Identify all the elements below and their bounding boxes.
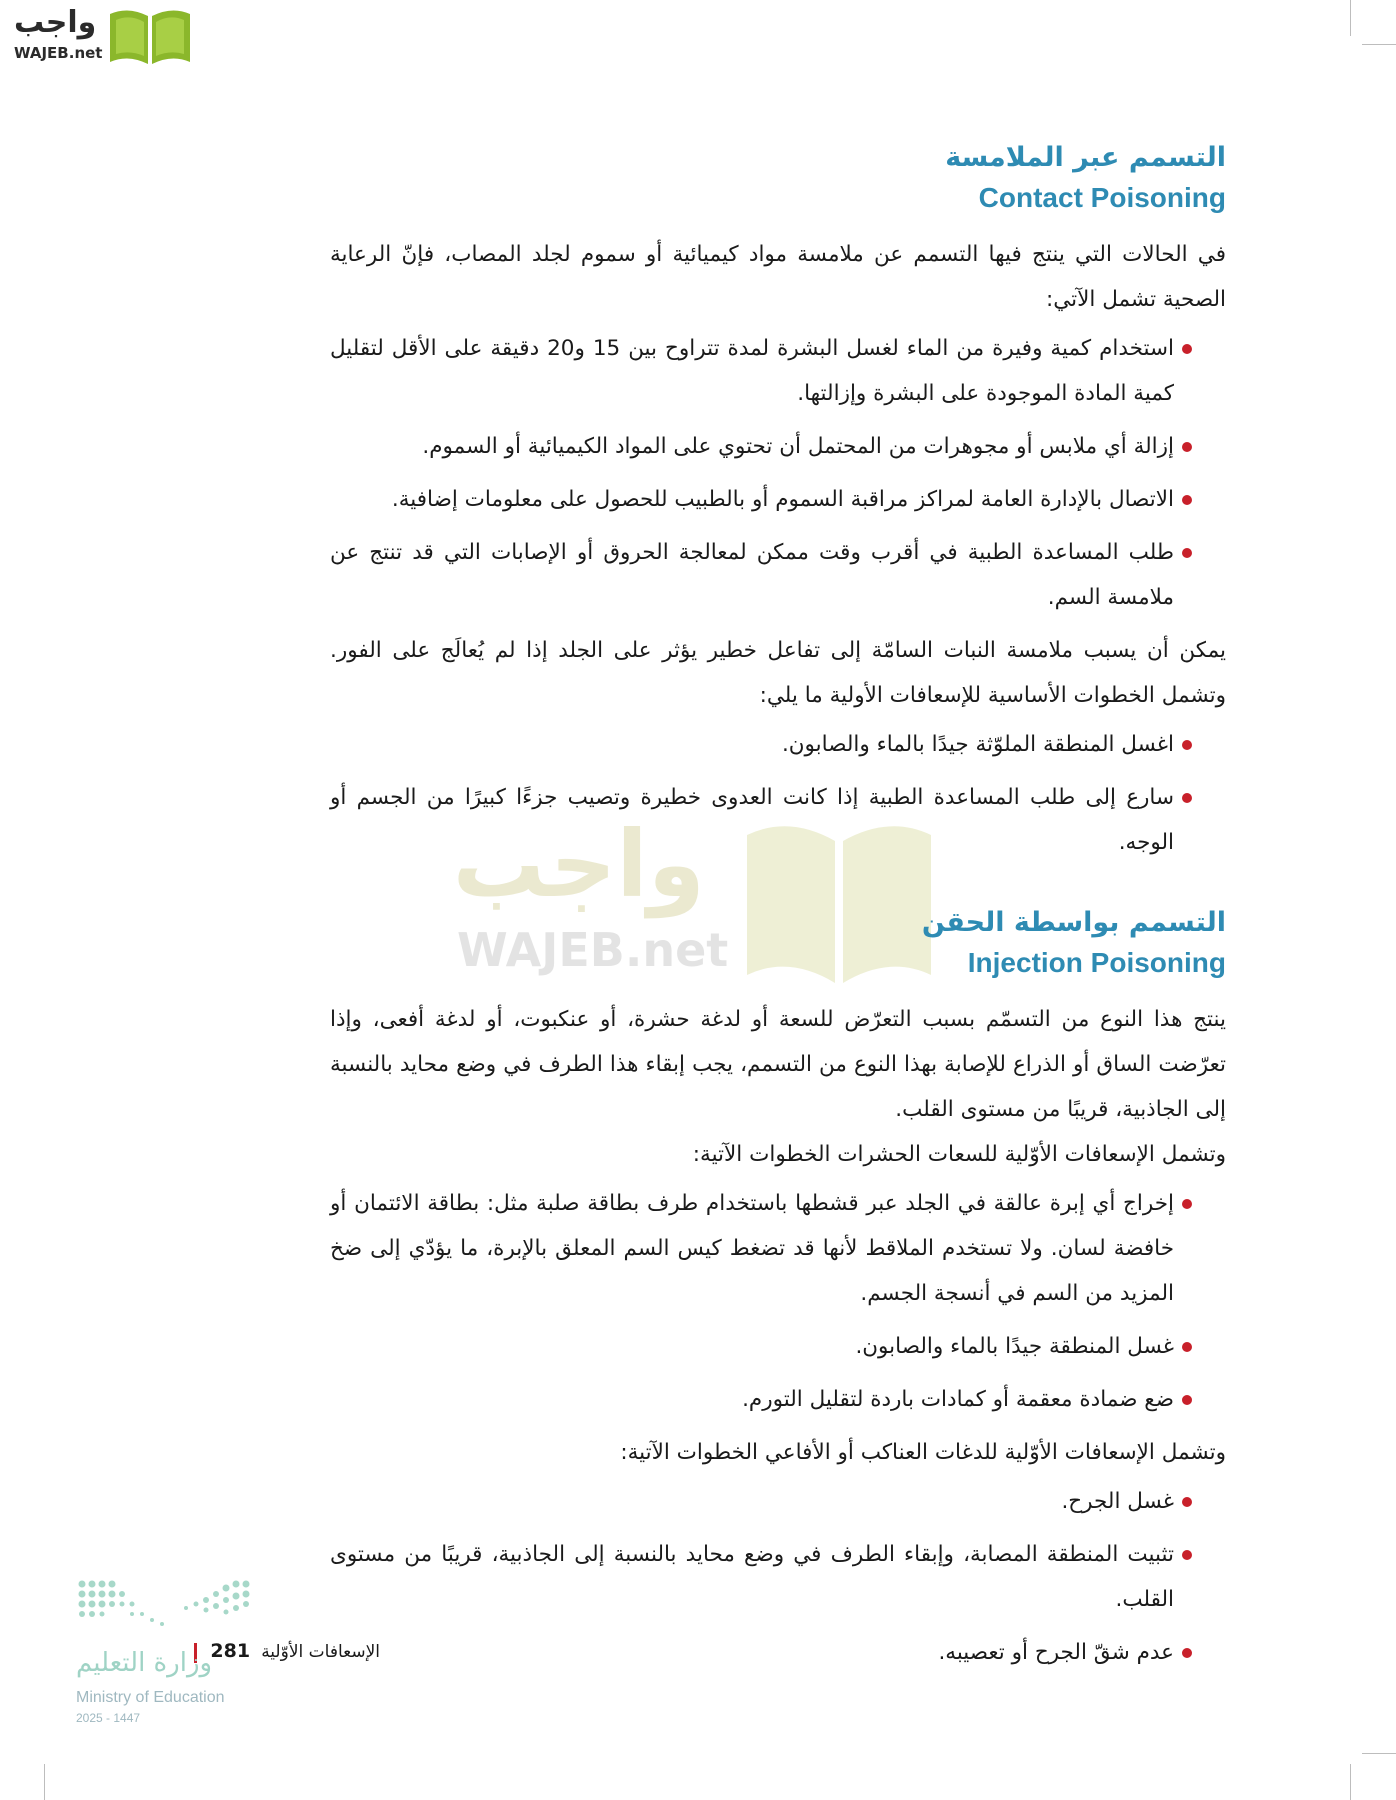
bullet-dot-icon (1182, 1395, 1192, 1405)
bullet-dot-icon (1182, 1497, 1192, 1507)
section-title-english: Contact Poisoning (978, 182, 1226, 213)
list-item-text: اغسل المنطقة الملوّثة جيدًا بالماء والصابون. (781, 732, 1174, 757)
ministry-year: 2025 - 1447 (76, 1711, 141, 1725)
crop-mark (44, 1764, 45, 1800)
bullet-dot-icon (1182, 548, 1192, 558)
section-injection-poisoning (330, 903, 1226, 1675)
bullet-dot-icon (1182, 1199, 1192, 1209)
ministry-arabic: وزارة التعليم (76, 1648, 213, 1678)
paragraph: يمكن أن يسبب ملامسة النبات السامّة إلى تفاعل خطير يؤثر على الجلد إذا لم يُعالَج على الفور. وتشمل الخطوات الأساسية للإسعافات الأولية ما يلي: (330, 638, 1226, 708)
bullet-list (330, 1181, 1226, 1422)
list-item-text: طلب المساعدة الطبية في أقرب وقت ممكن لمعالجة الحروق أو الإصابات التي قد تنتج عن ملامسة السم. (330, 540, 1174, 610)
list-item (330, 775, 1174, 865)
list-item-text: تثبيت المنطقة المصابة، وإبقاء الطرف في وضع محايد بالنسبة إلى الجاذبية، قريبًا من مستوى القلب. (330, 1542, 1174, 1612)
paragraph: وتشمل الإسعافات الأوّلية للسعات الحشرات الخطوات الآتية: (692, 1142, 1226, 1167)
book-icon (106, 6, 194, 66)
bullet-dot-icon (1182, 793, 1192, 803)
ministry-dots-icon (76, 1578, 251, 1638)
list-item (330, 1324, 1174, 1369)
bullet-dot-icon (1182, 1342, 1192, 1352)
section-contact-poisoning (330, 138, 1226, 865)
bullet-list (330, 722, 1226, 865)
list-item (330, 424, 1174, 469)
watermark-latin: WAJEB.net (457, 923, 729, 977)
section-title-arabic: التسمم بواسطة الحقن (921, 907, 1226, 938)
site-logo[interactable] (8, 6, 193, 68)
ministry-english: Ministry of Education (76, 1689, 225, 1706)
list-item-text: غسل المنطقة جيدًا بالماء والصابون. (855, 1334, 1174, 1359)
bullet-list (330, 326, 1226, 620)
page-content (330, 138, 1226, 1683)
watermark-arabic: واجب (452, 811, 705, 918)
crop-mark (1350, 0, 1351, 36)
list-item-text: ضع ضمادة معقمة أو كمادات باردة لتقليل التورم. (742, 1387, 1174, 1412)
list-item (330, 1479, 1174, 1524)
list-item (330, 1377, 1174, 1422)
intro-paragraph: في الحالات التي ينتج فيها التسمم عن ملامسة مواد كيميائية أو سموم لجلد المصاب، فإنّ الرعاية الصحية تشمل الآتي: (330, 242, 1226, 312)
list-item (330, 530, 1174, 620)
bullet-list (330, 1479, 1226, 1675)
section-title-arabic: التسمم عبر الملامسة (945, 142, 1226, 173)
list-item-text: عدم شقّ الجرح أو تعصيبه. (938, 1640, 1174, 1665)
intro-paragraph: ينتج هذا النوع من التسمّم بسبب التعرّض للسعة أو لدغة حشرة، أو عنكبوت، أو لدغة أفعى، وإذا تعرّضت الساق أو الذراع للإصابة بهذا النوع من التسمم، يجب إبقاء هذا الطرف في وضع محايد بالنسبة إلى الجاذبية، قريبًا من مستوى القلب. (330, 1007, 1226, 1122)
list-item-text: إزالة أي ملابس أو مجوهرات من المحتمل أن تحتوي على المواد الكيميائية أو السموم. (422, 434, 1174, 459)
logo-arabic-text: واجب (14, 5, 97, 40)
crop-mark (1350, 1764, 1351, 1800)
bullet-dot-icon (1182, 344, 1192, 354)
bullet-dot-icon (1182, 740, 1192, 750)
ministry-logo (76, 1578, 256, 1728)
bullet-dot-icon (1182, 495, 1192, 505)
list-item (330, 1181, 1174, 1316)
list-item-text: سارع إلى طلب المساعدة الطبية إذا كانت العدوى خطيرة وتصيب جزءًا كبيرًا من الجسم أو الوجه. (330, 785, 1174, 855)
page-number: 281 (210, 1640, 251, 1662)
list-item (330, 477, 1174, 522)
crop-mark (1362, 1753, 1396, 1754)
list-item-text: الاتصال بالإدارة العامة لمراكز مراقبة السموم أو بالطبيب للحصول على معلومات إضافية. (391, 487, 1174, 512)
list-item-text: استخدام كمية وفيرة من الماء لغسل البشرة لمدة تتراوح بين 15 و20 دقيقة على الأقل لتقليل كمية المادة الموجودة على البشرة وإزالتها. (330, 336, 1175, 406)
list-item (330, 1532, 1174, 1622)
list-item-text: غسل الجرح. (1061, 1489, 1174, 1514)
bullet-dot-icon (1182, 442, 1192, 452)
list-item (330, 1630, 1174, 1675)
crop-mark (1362, 44, 1396, 45)
list-item (330, 722, 1174, 767)
chapter-label: الإسعافات الأوّلية (261, 1642, 380, 1662)
list-item (330, 326, 1174, 416)
list-item-text: إخراج أي إبرة عالقة في الجلد عبر قشطها باستخدام طرف بطاقة صلبة مثل: بطاقة الائتمان أو خافضة لسان. ولا تستخدم الملاقط لأنها قد تضغط كيس السم المعلق بالإبرة، ما يؤدّي إلى ضخ المزيد من السم في أنسجة الجسم. (330, 1191, 1174, 1306)
logo-latin-text: WAJEB.net (14, 44, 103, 62)
section-title-english: Injection Poisoning (967, 947, 1226, 978)
bullet-dot-icon (1182, 1550, 1192, 1560)
bullet-dot-icon (1182, 1648, 1192, 1658)
paragraph: وتشمل الإسعافات الأوّلية للدغات العناكب أو الأفاعي الخطوات الآتية: (620, 1440, 1226, 1465)
